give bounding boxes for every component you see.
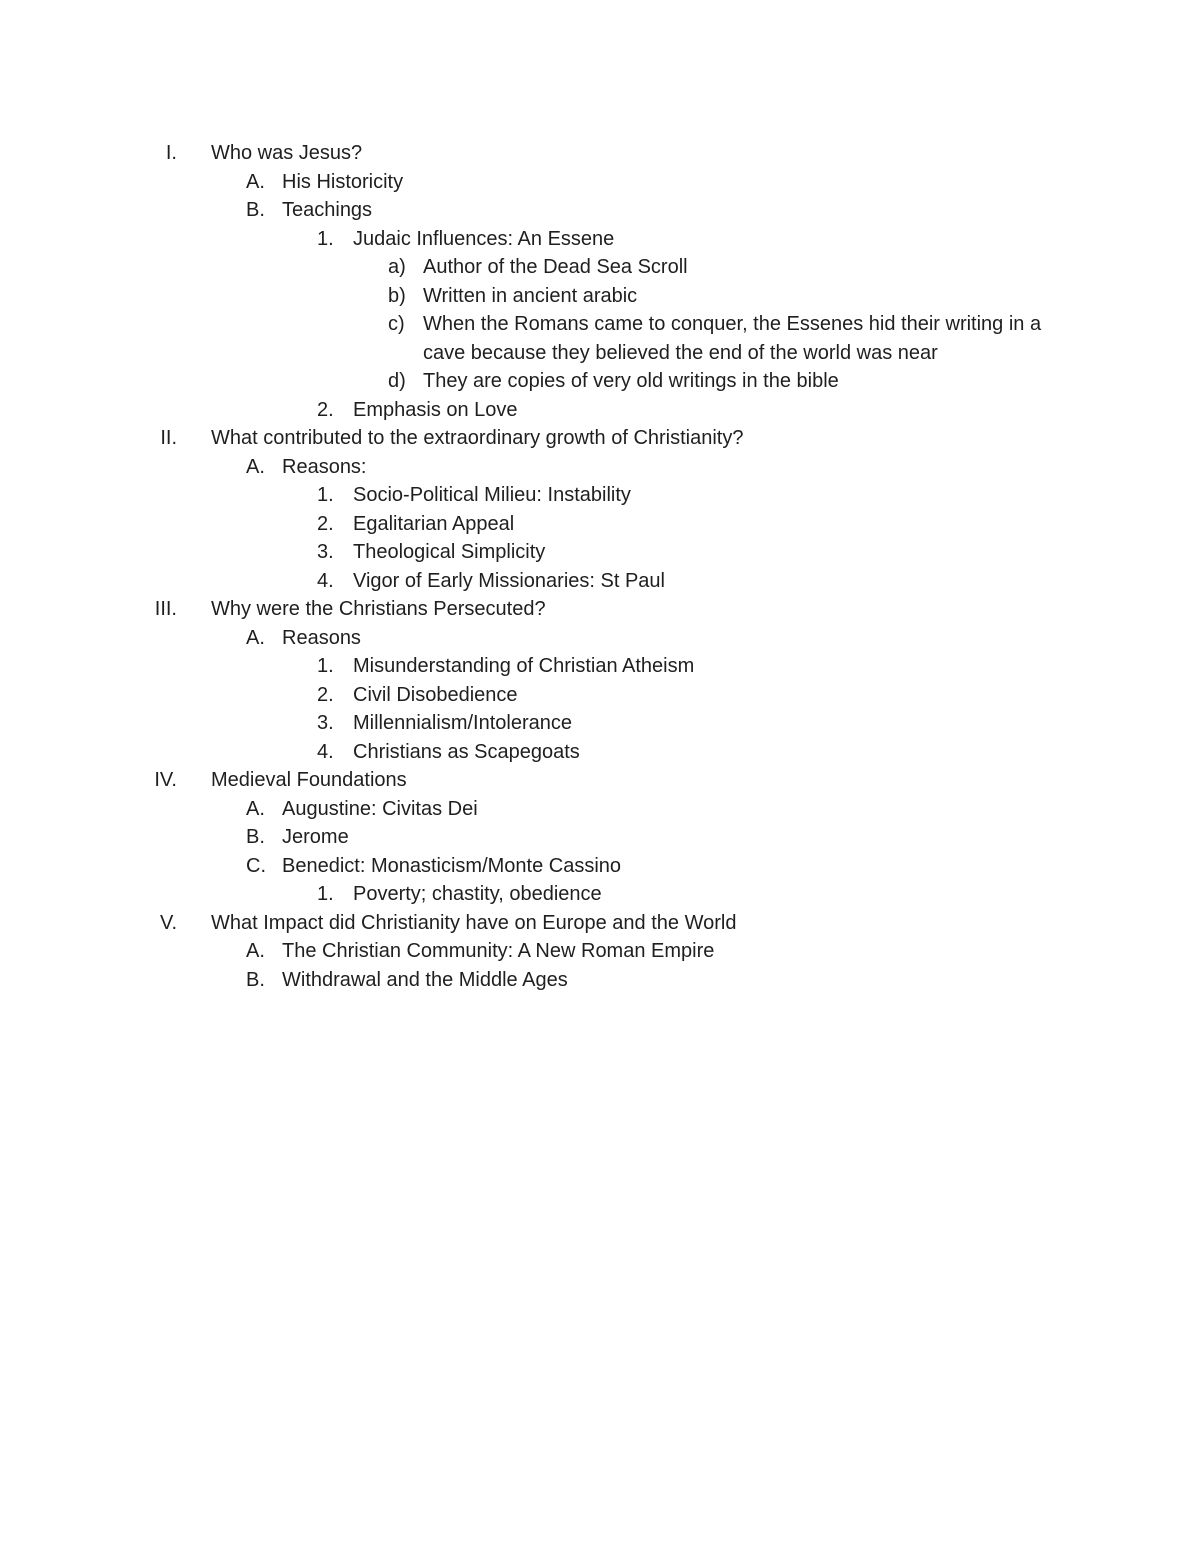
outline-text: Written in ancient arabic xyxy=(423,284,638,307)
outline-text: Jerome xyxy=(282,826,349,848)
outline-marker: 2. xyxy=(317,683,334,706)
outline-marker: 4. xyxy=(317,569,334,592)
outline-text: Millennialism/Intolerance xyxy=(353,712,572,734)
outline-marker: 1. xyxy=(317,484,334,506)
outline-text: Medieval Foundations xyxy=(211,769,407,791)
outline-text: Why were the Christians Persecuted? xyxy=(211,598,546,620)
outline-text: What contributed to the extraordinary growth of Christianity? xyxy=(211,427,744,449)
outline-text: Author of the Dead Sea Scroll xyxy=(423,256,688,278)
outline-item-level-2 xyxy=(0,624,1200,653)
outline-item-level-3 xyxy=(0,709,1200,738)
outline-item-level-3 xyxy=(0,652,1200,681)
outline-item-level-2 xyxy=(0,196,1200,225)
outline-marker: 3. xyxy=(317,712,334,734)
outline-text: What Impact did Christianity have on Europe and the World xyxy=(211,911,737,934)
outline-marker: a) xyxy=(388,256,406,278)
outline-list xyxy=(0,139,1200,994)
outline-item-level-1 xyxy=(0,766,1200,795)
outline-marker: II. xyxy=(160,427,177,449)
outline-text: Christians as Scapegoats xyxy=(353,740,580,763)
outline-item-level-2 xyxy=(0,795,1200,824)
outline-text: The Christian Community: A New Roman Empire xyxy=(282,940,715,962)
outline-marker: 2. xyxy=(317,398,334,421)
outline-text: When the Romans came to conquer, the Essenes hid their writing in a cave because they believed the end of the world was near xyxy=(423,313,1042,364)
outline-item-level-4 xyxy=(0,310,1200,367)
outline-item-level-2 xyxy=(0,823,1200,852)
outline-marker: I. xyxy=(165,142,177,164)
outline-item-level-4 xyxy=(0,367,1200,396)
outline-marker: V. xyxy=(159,911,177,934)
outline-marker: 1. xyxy=(317,655,334,677)
outline-marker: b) xyxy=(388,284,406,307)
outline-marker: 3. xyxy=(317,541,334,563)
outline-marker: c) xyxy=(388,313,405,335)
outline-text: Theological Simplicity xyxy=(353,541,546,563)
outline-marker: B. xyxy=(246,826,265,848)
outline-item-level-2 xyxy=(0,966,1200,995)
outline-marker: A. xyxy=(246,626,265,649)
outline-marker: d) xyxy=(388,370,406,392)
outline-marker: C. xyxy=(246,854,266,877)
outline-text: Judaic Influences: An Essene xyxy=(353,227,615,250)
outline-marker: A. xyxy=(246,170,265,193)
outline-marker: A. xyxy=(246,940,265,962)
outline-text: Poverty; chastity, obedience xyxy=(353,883,602,905)
outline-text: Egalitarian Appeal xyxy=(353,512,515,535)
outline-text: Teachings xyxy=(282,199,373,221)
outline-marker: A. xyxy=(246,455,265,478)
outline-text: Socio-Political Milieu: Instability xyxy=(353,484,631,506)
outline-item-level-3 xyxy=(0,681,1200,710)
outline-text: Reasons: xyxy=(282,455,367,478)
outline-text: Vigor of Early Missionaries: St Paul xyxy=(353,569,665,592)
outline-text: Reasons xyxy=(282,626,361,649)
outline-item-level-2 xyxy=(0,937,1200,966)
outline-marker: B. xyxy=(246,968,265,991)
outline-item-level-3 xyxy=(0,880,1200,909)
outline-text: Benedict: Monasticism/Monte Cassino xyxy=(282,854,622,877)
outline-marker: 1. xyxy=(317,227,334,250)
outline-marker: A. xyxy=(246,797,265,820)
outline-item-level-3 xyxy=(0,538,1200,567)
outline-item-level-3 xyxy=(0,225,1200,254)
outline-text: Augustine: Civitas Dei xyxy=(282,797,478,820)
outline-item-level-1 xyxy=(0,909,1200,938)
outline-marker: B. xyxy=(246,199,265,221)
outline-text: They are copies of very old writings in the bible xyxy=(423,370,839,392)
outline-text: Civil Disobedience xyxy=(353,683,518,706)
outline-item-level-1 xyxy=(0,139,1200,168)
outline-text: His Historicity xyxy=(282,170,404,193)
outline-item-level-2 xyxy=(0,168,1200,197)
outline-marker: III. xyxy=(154,598,177,620)
outline-item-level-2 xyxy=(0,852,1200,881)
outline-item-level-1 xyxy=(0,595,1200,624)
outline-text: Withdrawal and the Middle Ages xyxy=(282,968,568,991)
outline-marker: 1. xyxy=(317,883,334,905)
outline-marker: 2. xyxy=(317,512,334,535)
outline-text: Misunderstanding of Christian Atheism xyxy=(353,655,695,677)
outline-item-level-4 xyxy=(0,282,1200,311)
outline-text: Emphasis on Love xyxy=(353,398,518,421)
outline-item-level-3 xyxy=(0,396,1200,425)
outline-marker: 4. xyxy=(317,740,334,763)
outline-item-level-3 xyxy=(0,738,1200,767)
outline-item-level-2 xyxy=(0,453,1200,482)
outline-item-level-3 xyxy=(0,510,1200,539)
outline-text: Who was Jesus? xyxy=(211,142,363,164)
outline-item-level-4 xyxy=(0,253,1200,282)
outline-item-level-3 xyxy=(0,567,1200,596)
outline-item-level-3 xyxy=(0,481,1200,510)
outline-item-level-1 xyxy=(0,424,1200,453)
outline-marker: IV. xyxy=(154,769,177,791)
